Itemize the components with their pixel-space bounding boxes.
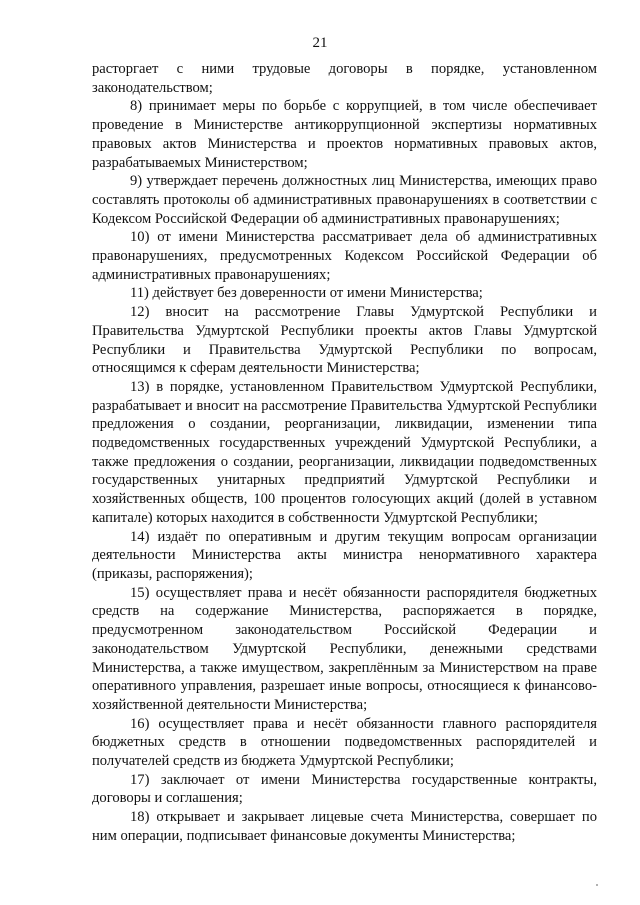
paragraph-item-17: 17) заключает от имени Министерства государственные контракты, договоры и соглашения; (92, 771, 597, 807)
paragraph-item-13: 13) в порядке, установленном Правительством Удмуртской Республики, разрабатывает и вносит на рассмотрение Правительства Удмуртской Республики предложения о создании, реорганизации, ликвидации, изменении типа подведомственных государственных учреждений Удмуртской Республики, а также предложения о создании, реорганизации, ликвидации подведомственных государственных унитарных предприятий Удмуртской Республики и хозяйственных обществ, 100 процентов голосующих акций (долей в уставном капитале) которых находится в собственности Удмуртской Республики; (92, 378, 597, 526)
paragraph-item-14: 14) издаёт по оперативным и другим текущим вопросам организации деятельности Министерства акты министра ненормативного характера (приказы, распоряжения); (92, 528, 597, 582)
paragraph-item-15: 15) осуществляет права и несёт обязанности распорядителя бюджетных средств на содержание Министерства, распоряжается в порядке, предусмотренном законодательством Российской Федерации и законодательством Удмуртской Республики, денежными средствами Министерства, а также имуществом, закреплённым за Министерством на праве оперативного управления, разрешает иные вопросы, относящиеся к финансово-хозяйственной деятельности Министерства; (92, 584, 597, 713)
paragraph-item-18: 18) открывает и закрывает лицевые счета Министерства, совершает по ним операции, подписывает финансовые документы Министерства; (92, 809, 597, 844)
paragraph-item-8: 8) принимает меры по борьбе с коррупцией, в том числе обеспечивает проведение в Министерстве антикоррупционной экспертизы нормативных правовых актов Министерства и проектов нормативных правовых актов, разрабатываемых Министерством; (92, 98, 597, 171)
paragraph-item-11: 11) действует без доверенности от имени Министерства; (130, 285, 483, 302)
paragraph-item-16: 16) осуществляет права и несёт обязанности главного распорядителя бюджетных средств в отношении подведомственных распорядителей и получателей средств из бюджета Удмуртской Республики; (92, 715, 597, 770)
paragraph-continuation: расторгает с ними трудовые договоры в порядке, установленном законодательством; (92, 61, 597, 96)
page-number: 21 (312, 35, 328, 51)
paragraph-item-12: 12) вносит на рассмотрение Главы Удмуртской Республики и Правительства Удмуртской Республики проекты актов Главы Удмуртской Республики и Правительства Удмуртской Республики по вопросам, относящимся к сферам деятельности Министерства; (92, 304, 597, 377)
paragraph-item-9: 9) утверждает перечень должностных лиц Министерства, имеющих право составлять протоколы об административных правонарушениях в соответствии с Кодексом Российской Федерации об административных правонарушениях; (92, 173, 597, 227)
document-body (92, 60, 597, 846)
paragraph-item-10: 10) от имени Министерства рассматривает дела об административных правонарушениях, предусмотренных Кодексом Российской Федерации об административных правонарушениях; (92, 229, 597, 283)
scan-speck (596, 884, 598, 886)
